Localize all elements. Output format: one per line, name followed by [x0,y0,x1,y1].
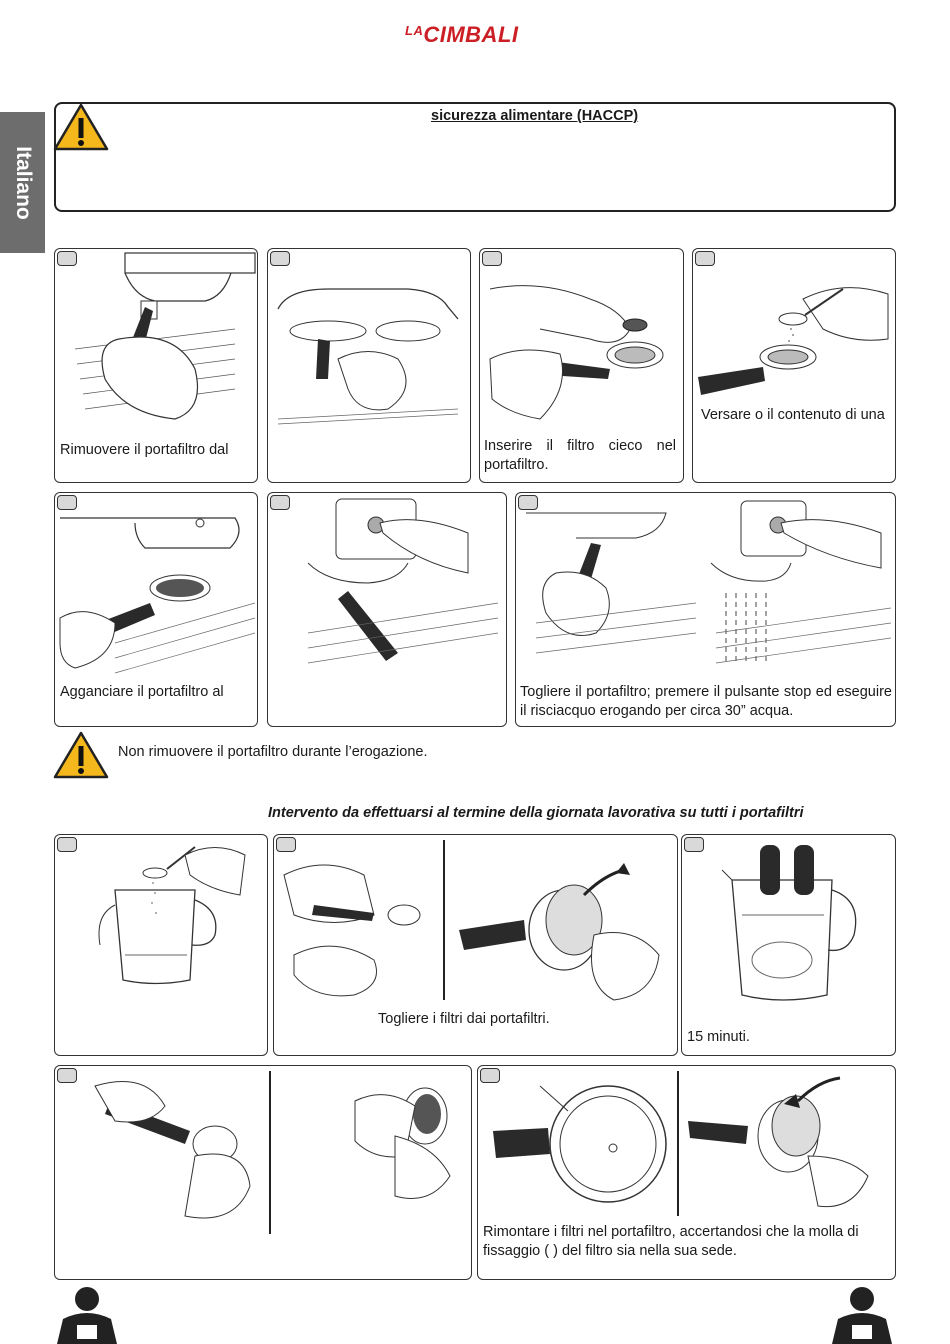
step-panel [54,1065,472,1280]
brand-logo: $^{LA}$CIMBALI [405,22,519,47]
portafilter-hook-illustration [268,249,471,483]
step-panel [54,248,258,483]
step-panel [477,1065,896,1280]
step-panel [54,834,268,1056]
warning-triangle-icon [55,733,107,777]
step-panel [267,248,471,483]
step-panel [267,492,507,727]
press-start-button-illustration [268,493,507,727]
step-caption: Inserire il filtro cieco nel portafiltro. [484,438,676,473]
clean-filters-illustration [55,1066,472,1280]
step-panel [692,248,896,483]
pour-detergent-illustration [693,249,896,483]
step-caption: Rimontare i filtri nel portafiltro, accertandosi che la molla di fissaggio ( ) del filtro sia nella sua sede. [483,1224,859,1259]
step-panel [681,834,896,1056]
step-panel [54,492,258,727]
soak-in-jug-illustration [682,835,896,1056]
step-caption: Togliere i filtri dai portafiltri. [378,1011,550,1027]
step-caption: 15 minuti. [687,1029,750,1045]
step-caption: Rimuovere il portafiltro dal [60,442,229,458]
step-panel [273,834,678,1056]
step-panel [479,248,684,483]
warning-text: Non rimuovere il portafiltro durante l’erogazione. [118,744,428,760]
haccp-title: sicurezza alimentare (HACCP) [431,108,639,124]
step-caption: Togliere il portafiltro; premere il pulsante stop ed eseguire il risciacquo erogando per circa 30” acqua. [520,684,892,719]
step-panel [515,492,896,727]
language-tab-label: Italiano [11,145,35,220]
step-caption: Versare o il contenuto di una [701,407,885,423]
warning-triangle-icon [55,105,107,149]
step-caption: Agganciare il portafiltro al [60,684,224,700]
pour-powder-in-jug-illustration [55,835,268,1056]
section-title: Intervento da effettuarsi al termine della giornata lavorativa su tutti i portafiltri [268,805,804,821]
